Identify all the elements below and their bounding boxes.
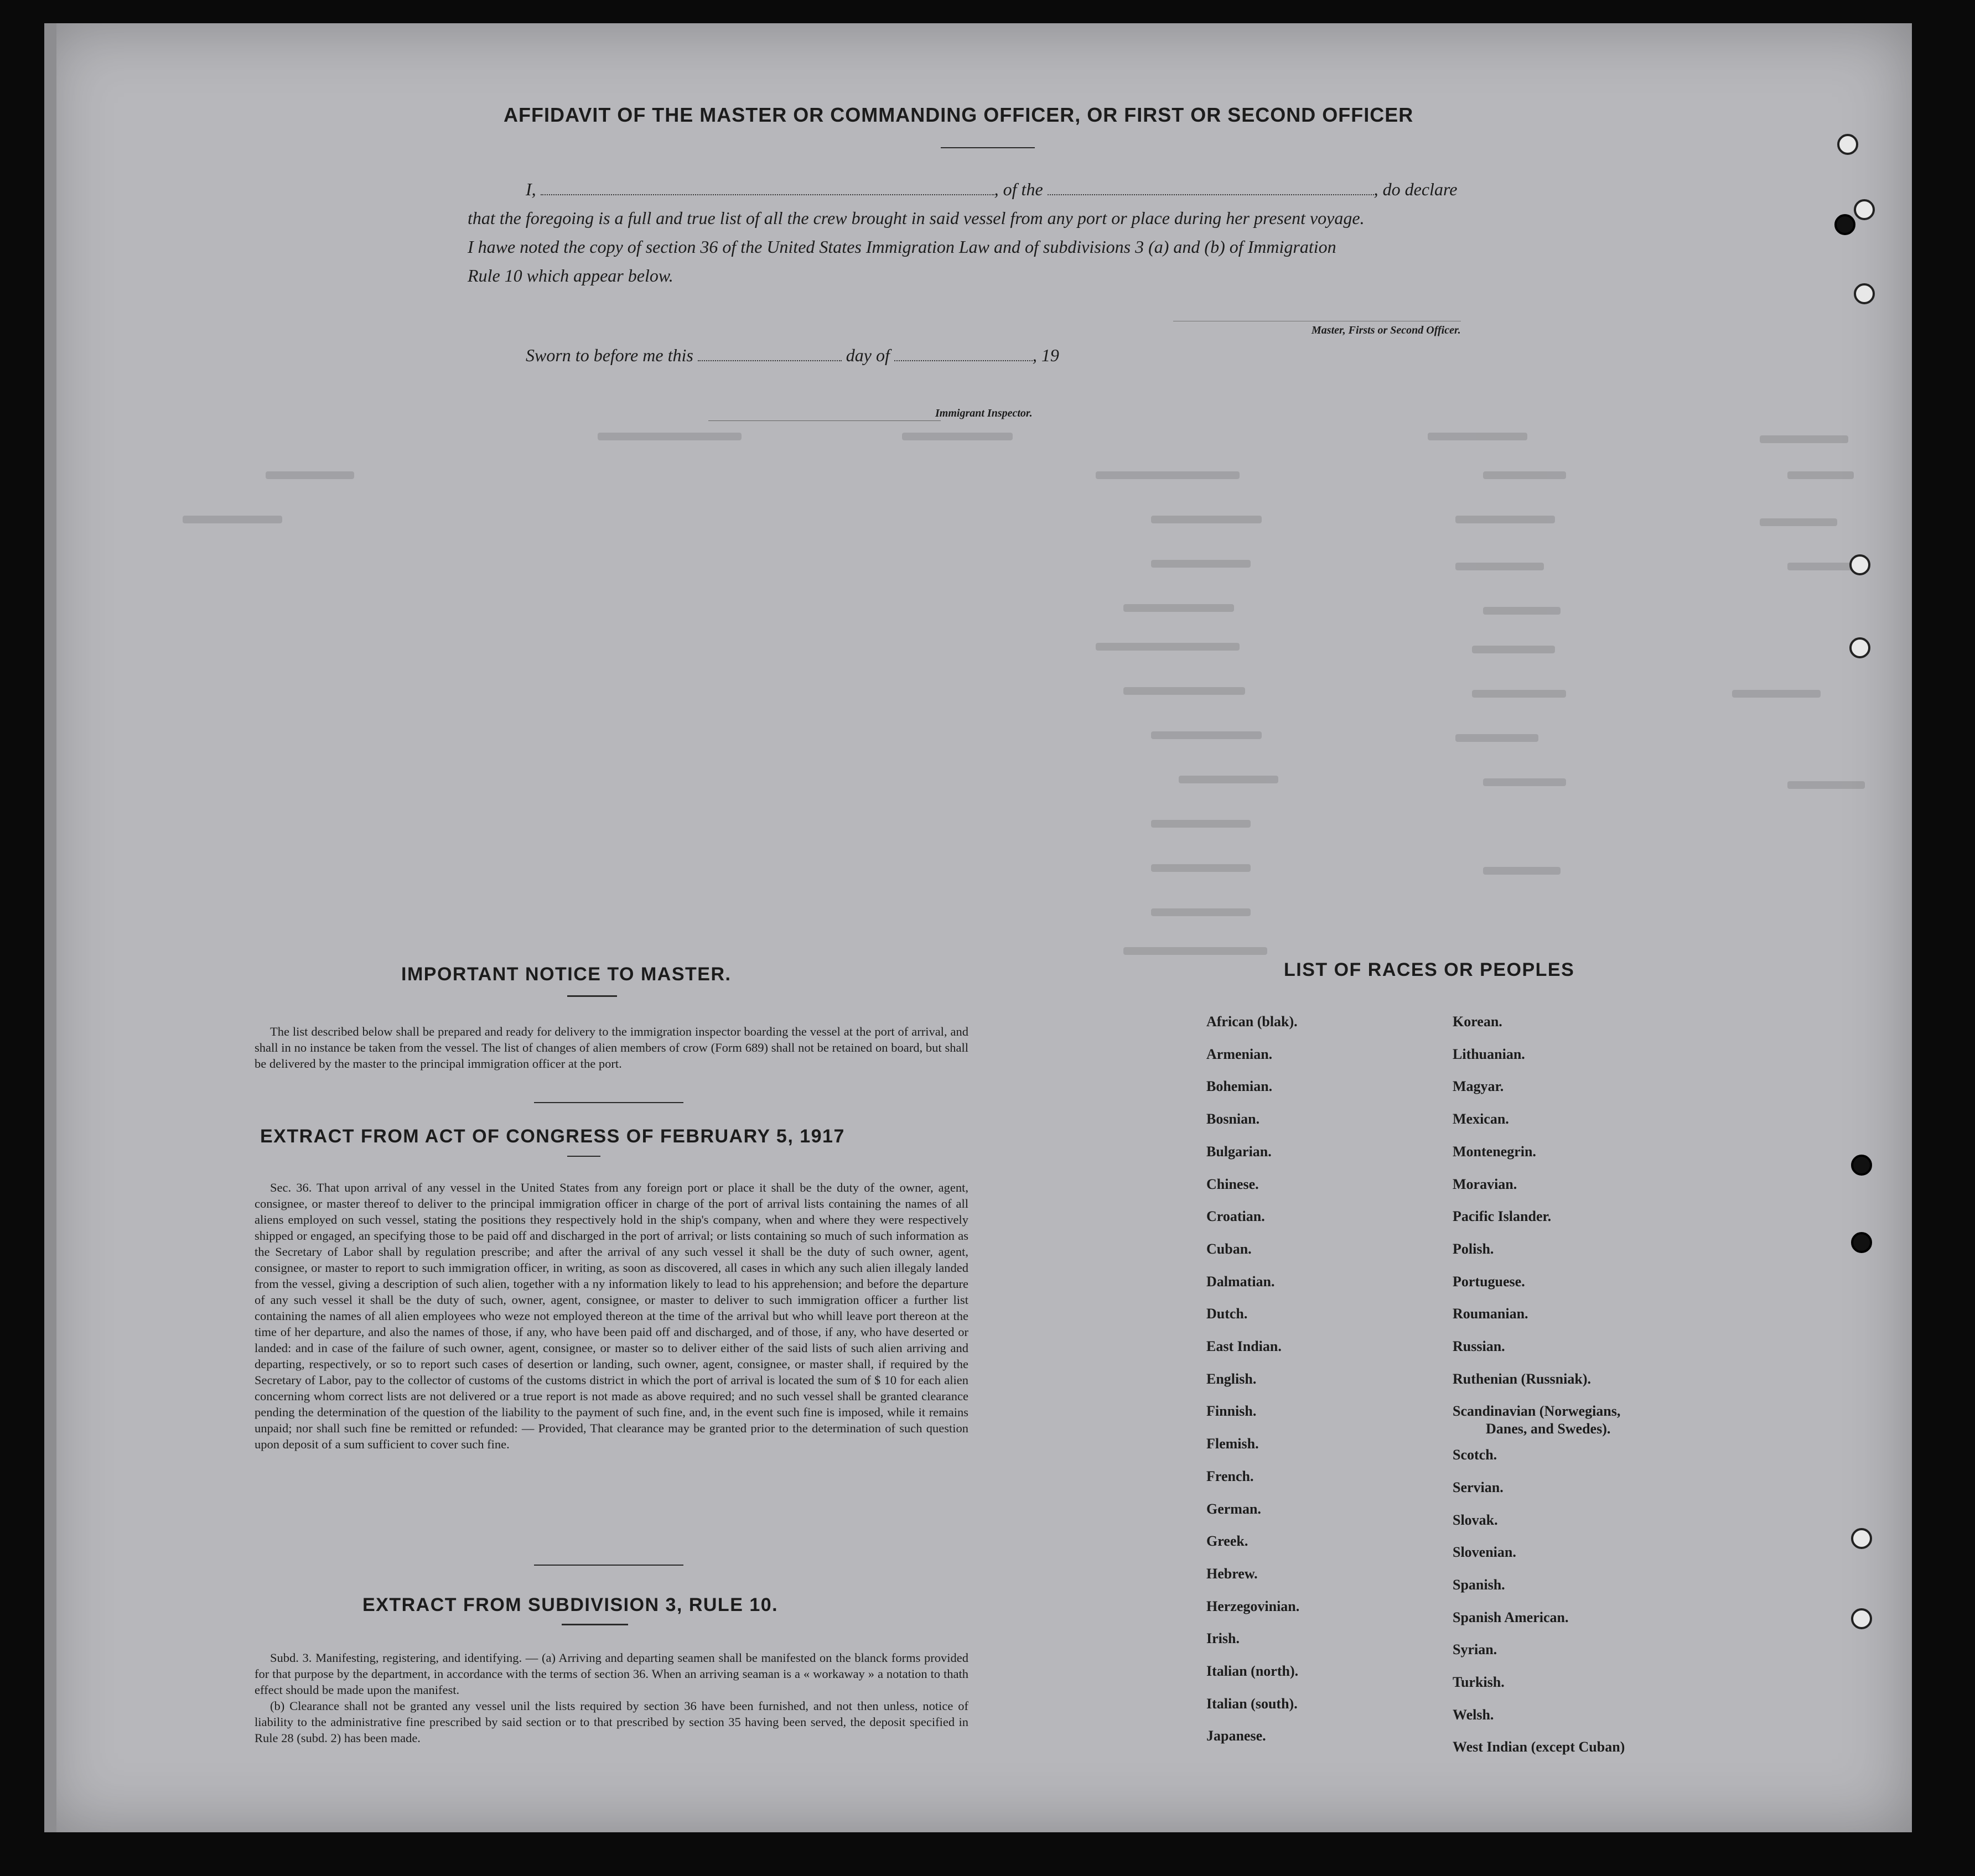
extract-act-title: EXTRACT FROM ACT OF CONGRESS OF FEBRUARY 5, 1917 — [260, 1126, 845, 1147]
race-item: Polish. — [1453, 1240, 1494, 1257]
sworn-day-of: day of — [846, 345, 890, 365]
race-item: East Indian. — [1206, 1338, 1282, 1354]
page-edge — [44, 23, 56, 1832]
race-item: Spanish American. — [1453, 1609, 1569, 1625]
race-item: Lithuanian. — [1453, 1046, 1525, 1062]
binder-hole — [1851, 1155, 1872, 1176]
binder-hole — [1851, 1232, 1872, 1253]
binder-hole — [1851, 1528, 1872, 1549]
race-item: Chinese. — [1206, 1176, 1259, 1192]
race-item: Scotch. — [1453, 1447, 1497, 1463]
race-item: Bosnian. — [1206, 1111, 1260, 1127]
notice-paragraph: The list described below shall be prepared and ready for delivery to the immigration inspector boarding the vessel at the port of arrival, and shall in no instance be taken from the vessel. The list of changes of alien members of crow (Form 689) shall not be retained on board, but shall be delivered by the master to the principal immigration officer at the port. — [255, 1025, 968, 1070]
binder-hole — [1834, 214, 1855, 235]
sworn-line — [526, 345, 1059, 366]
affidavit-of-the: , of the — [994, 179, 1043, 199]
rule-subdivision-a: Subd. 3. Manifesting, registering, and identifying. — (a) Arriving and departing seamen shall be manifested on the blanck forms provided for that purpose by the department, in accordance with the terms of section 36. When an arriving seaman is a « workaway » a notation to thath effect should be made upon the manifest. — [255, 1651, 968, 1697]
race-item: German. — [1206, 1500, 1261, 1517]
extract-act-divider — [534, 1565, 683, 1566]
name-blank — [541, 181, 994, 195]
race-item: Dutch. — [1206, 1306, 1248, 1322]
race-item: Pacific Islander. — [1453, 1208, 1552, 1225]
binder-hole — [1849, 554, 1870, 575]
race-item: Bulgarian. — [1206, 1143, 1272, 1160]
race-item: Greek. — [1206, 1533, 1248, 1550]
race-item: Dalmatian. — [1206, 1273, 1275, 1290]
binder-hole — [1851, 1608, 1872, 1629]
affidavit-i: I, — [526, 179, 536, 199]
race-item: Slovenian. — [1453, 1544, 1516, 1561]
binder-hole — [1849, 637, 1870, 658]
races-title: LIST OF RACES OR PEOPLES — [1284, 959, 1575, 980]
race-item: Armenian. — [1206, 1046, 1273, 1062]
race-item: Turkish. — [1453, 1674, 1505, 1690]
binder-hole — [1854, 283, 1875, 304]
affidavit-line-2: that the foregoing is a full and true list of all the crew brought in said vessel from any port or place during her present voyage. — [468, 208, 1365, 228]
affidavit-line-1 — [526, 179, 1457, 200]
extract-act-ornament — [567, 1156, 600, 1157]
race-item: Italian (south). — [1206, 1695, 1298, 1712]
race-item: English. — [1206, 1370, 1257, 1387]
race-item: Magyar. — [1453, 1078, 1504, 1095]
affidavit-line-3: I hawe noted the copy of section 36 of the United States Immigration Law and of subdivisions 3 (a) and (b) of Immigration — [468, 237, 1336, 257]
day-blank — [698, 347, 842, 361]
binder-hole — [1854, 199, 1875, 220]
race-item: Spanish. — [1453, 1576, 1505, 1593]
affidavit-title: AFFIDAVIT OF THE MASTER OR COMMANDING OFFICER, OR FIRST OR SECOND OFFICER — [504, 103, 1414, 126]
race-item: Hebrew. — [1206, 1565, 1258, 1582]
race-item: Syrian. — [1453, 1641, 1497, 1658]
extract-act-paragraph: Sec. 36. That upon arrival of any vessel in the United States from any foreign port or place it shall be the duty of the owner, agent, consignee, or master thereof to deliver to the principal immigration officer in charge of the port of arrival lists containing the names of all aliens employed on such vessel, stating the positions they respectively hold in the ship's company, when and where they were respectively shipped or engaged, an specifying those to be paid off and discharged in the port of arrival; or lists containing so much of such information as the Secretary of Labor shall by regulation prescribe; and after the arrival of any such vessel it shall be the duty of such owner, agent, consignee, or master to report to such immigration officer, in writing, as soon as discovered, all cases in which any such alien illegaly landed from the vessel, giving a description of such alien, together with a ny information likely to lead to his apprehension; and before the departure of any such vessel it shall be the duty of such, owner, agent, consignee, or master to deliver to such immigration officer a further list containing the names of all alien employees who weze not employed thereon at the time of the arrival but who whill leave port thereon at the time of her departure, and also the names of those, if any, who have been paid off and discharged, and of those, if any, who have deserted or landed: and in case of the failure of such owner, agent, consignee, or master so to deliver either of the said lists of such alien arriving and departing, respectively, or so to report such cases of desertion or landing, such owner, agent, consignee, or master shall, if required by the Secretary of Labor, pay to the collector of customs of the customs district in which the port of arrival is located the sum of $ 10 for each alien concerning whom correct lists are not delivered or a true report is not made as above required; and no such vessel shall be granted clearance pending the determination of the question of the liability to the payment of such fine, and, in the event such fine is imposed, while it remains unpaid; nor shall such fine be remitted or refunded: — Provided, That clearance may be granted prior to the determination of such question upon deposit of a sum sufficient to cover such fine. — [255, 1181, 968, 1451]
rule-subdivision-b: (b) Clearance shall not be granted any vessel unil the lists required by section 36 have been furnished, and not then unless, notice of liability to the administrative fine prescribed by said section or to that prescribed by section 35 having been served, the deposit specified in Rule 28 (subd. 2) has been made. — [255, 1699, 968, 1745]
notice-text — [255, 1023, 968, 1072]
race-item: Cuban. — [1206, 1240, 1252, 1257]
race-item: Finnish. — [1206, 1403, 1257, 1420]
race-item: French. — [1206, 1468, 1254, 1484]
race-item: Moravian. — [1453, 1176, 1517, 1192]
race-item: Mexican. — [1453, 1111, 1509, 1127]
sworn-year: , 19 — [1032, 345, 1059, 365]
inspector-line — [708, 420, 941, 421]
race-item: Italian (north). — [1206, 1663, 1299, 1679]
race-item: Flemish. — [1206, 1436, 1259, 1452]
affidavit-line-4: Rule 10 which appear below. — [468, 266, 673, 285]
sworn-text: Sworn to before me this — [526, 345, 693, 365]
month-blank — [894, 347, 1033, 361]
extract-rule-title: EXTRACT FROM SUBDIVISION 3, RULE 10. — [362, 1594, 779, 1615]
race-item: Irish. — [1206, 1630, 1240, 1647]
race-item: Japanese. — [1206, 1728, 1266, 1744]
extract-act-text — [255, 1179, 968, 1452]
race-item: Danes, and Swedes). — [1486, 1421, 1611, 1437]
race-item: Servian. — [1453, 1479, 1504, 1495]
race-item: Scandinavian (Norwegians, — [1453, 1403, 1621, 1420]
race-item: Korean. — [1453, 1014, 1502, 1030]
inspector-label: Immigrant Inspector. — [935, 407, 1033, 419]
notice-divider — [534, 1102, 683, 1103]
vessel-blank — [1048, 181, 1374, 195]
race-item: Ruthenian (Russniak). — [1453, 1370, 1591, 1387]
race-item: Portuguese. — [1453, 1273, 1525, 1290]
race-item: Croatian. — [1206, 1208, 1265, 1225]
race-item: African (blak). — [1206, 1014, 1298, 1030]
title-underline — [941, 147, 1035, 148]
race-item: West Indian (except Cuban) — [1453, 1739, 1625, 1755]
notice-ornament — [567, 995, 617, 997]
extract-rule-ornament — [562, 1624, 628, 1625]
race-item: Slovak. — [1453, 1511, 1498, 1528]
race-item: Welsh. — [1453, 1706, 1494, 1723]
race-item: Herzegovinian. — [1206, 1598, 1300, 1614]
race-item: Roumanian. — [1453, 1306, 1528, 1322]
binder-hole — [1837, 134, 1858, 155]
signature-label: Master, Firsts or Second Officer. — [1312, 324, 1461, 336]
affidavit-do-declare: , do declare — [1373, 179, 1458, 199]
document-page — [44, 23, 1912, 1832]
race-item: Bohemian. — [1206, 1078, 1273, 1095]
notice-title: IMPORTANT NOTICE TO MASTER. — [401, 964, 732, 985]
race-item: Montenegrin. — [1453, 1143, 1536, 1160]
extract-rule-text — [255, 1650, 968, 1746]
race-item: Russian. — [1453, 1338, 1505, 1354]
